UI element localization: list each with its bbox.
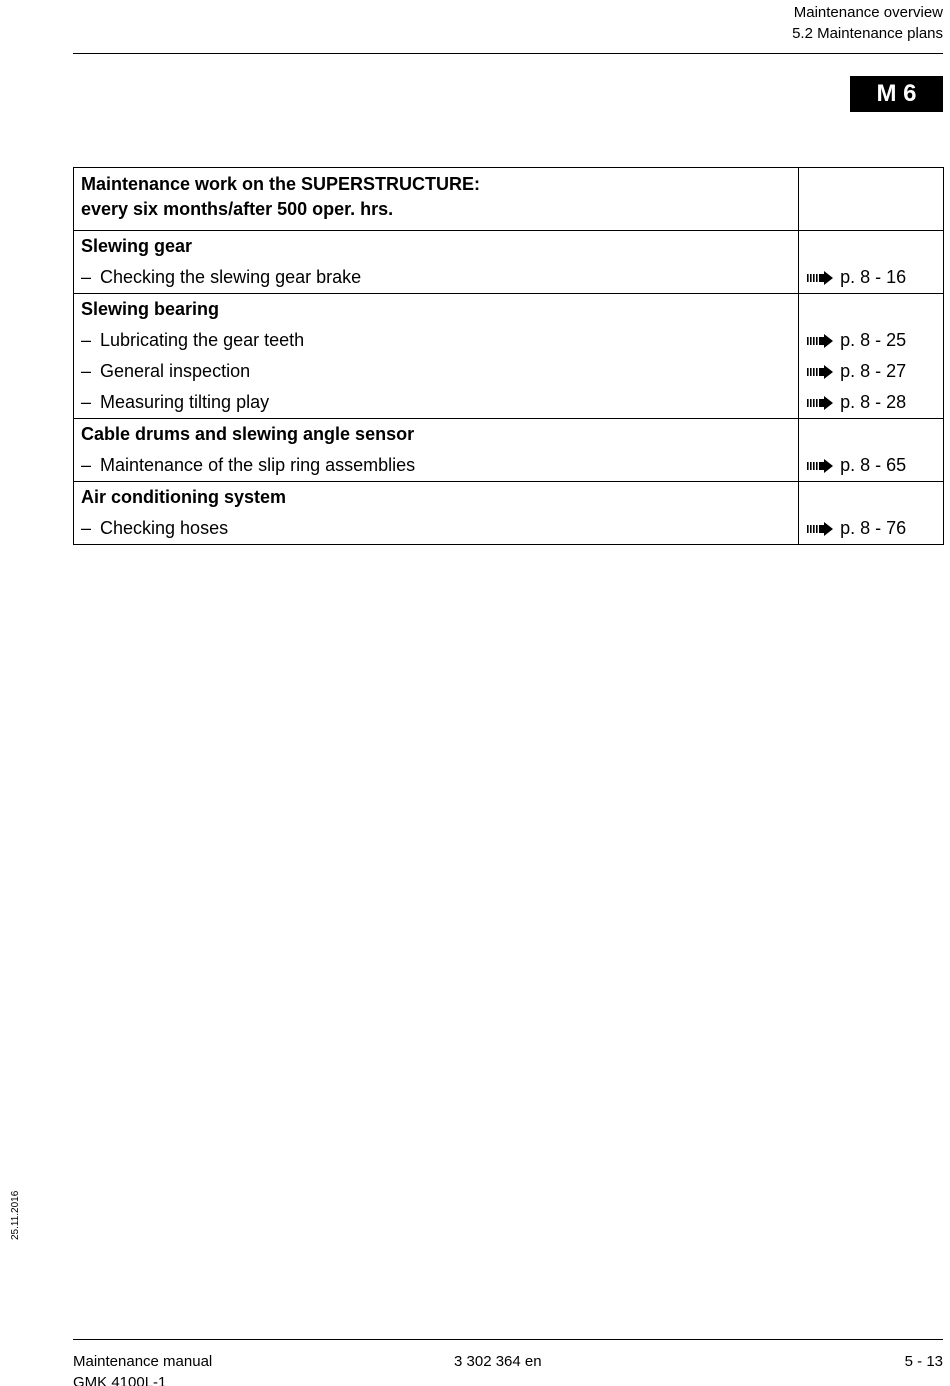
- task-item: – Lubricating the gear teeth: [81, 330, 305, 350]
- table-row: [74, 294, 944, 326]
- page-reference[interactable]: p. 8 - 25: [807, 325, 936, 356]
- page-reference[interactable]: p. 8 - 16: [807, 262, 936, 293]
- table-title-line2: every six months/after 500 oper. hrs.: [81, 199, 394, 219]
- table-row: [74, 262, 944, 294]
- footer-manual-title: Maintenance manual: [73, 1353, 213, 1370]
- footer-divider: [73, 1339, 943, 1340]
- table-row: [74, 356, 944, 387]
- reference-arrow-icon: [807, 365, 833, 379]
- reference-arrow-icon: [807, 396, 833, 410]
- page-number: 5 - 13: [904, 1353, 943, 1370]
- group-heading: Cable drums and slewing angle sensor: [81, 424, 415, 444]
- table-row: [74, 482, 944, 514]
- group-heading: Slewing bearing: [81, 299, 220, 319]
- page-reference[interactable]: p. 8 - 76: [807, 513, 936, 544]
- task-item: – Checking hoses: [81, 518, 229, 538]
- reference-arrow-icon: [807, 459, 833, 473]
- table-row: [74, 325, 944, 356]
- task-item: – General inspection: [81, 361, 251, 381]
- maintenance-table: [73, 167, 944, 545]
- footer-doc-number: 3 302 364 en: [454, 1353, 542, 1370]
- task-item: – Maintenance of the slip ring assemblies: [81, 455, 416, 475]
- print-date: 25.11.2016: [10, 1190, 21, 1240]
- table-title-line1: Maintenance work on the SUPERSTRUCTURE:: [81, 174, 481, 194]
- page-reference[interactable]: p. 8 - 27: [807, 356, 936, 387]
- footer-model: GMK 4100L-1: [73, 1374, 167, 1386]
- table-row: [74, 387, 944, 419]
- header-section: Maintenance overview: [793, 4, 943, 21]
- footer-manual-info: [73, 1351, 212, 1386]
- header-subsection: 5.2 Maintenance plans: [792, 25, 943, 42]
- reference-arrow-icon: [807, 522, 833, 536]
- group-heading: Air conditioning system: [81, 487, 287, 507]
- page-reference[interactable]: p. 8 - 65: [807, 450, 936, 481]
- reference-arrow-icon: [807, 271, 833, 285]
- header-divider: [73, 53, 943, 54]
- table-row: [74, 231, 944, 263]
- reference-arrow-icon: [807, 334, 833, 348]
- table-row: [74, 450, 944, 482]
- table-row: [74, 419, 944, 451]
- table-row: [74, 513, 944, 545]
- section-badge: M 6: [850, 76, 943, 112]
- task-item: – Measuring tilting play: [81, 392, 270, 412]
- running-header: [792, 2, 943, 44]
- task-item: – Checking the slewing gear brake: [81, 267, 362, 287]
- table-title-row: [74, 168, 944, 231]
- page-reference[interactable]: p. 8 - 28: [807, 387, 936, 418]
- group-heading: Slewing gear: [81, 236, 193, 256]
